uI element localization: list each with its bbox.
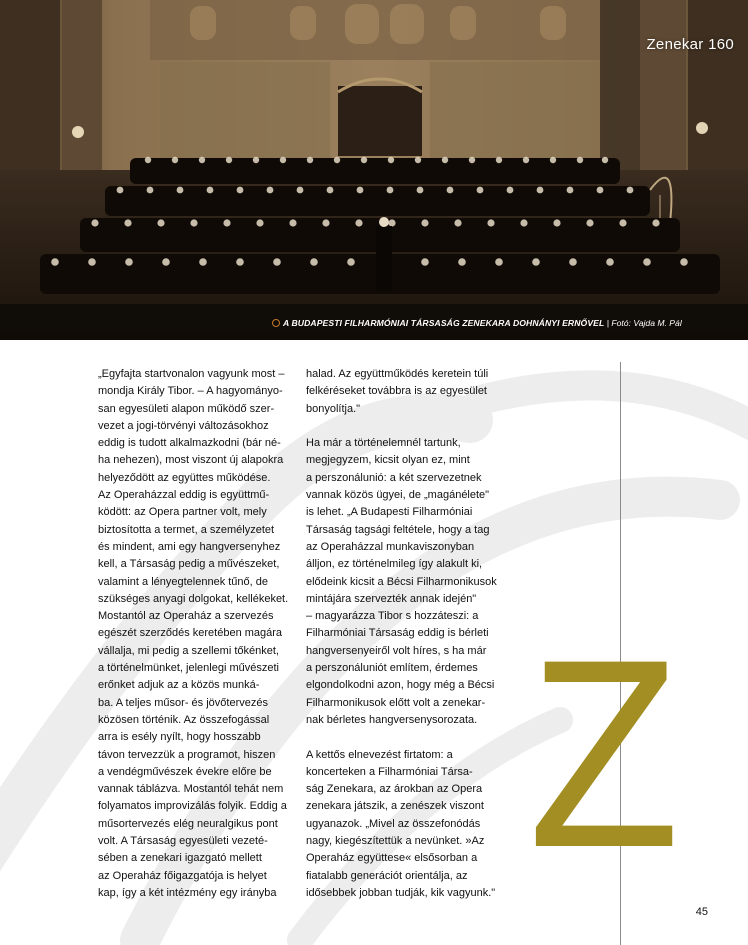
photo-caption [272, 318, 746, 328]
text-line: kell, a Társaság pedig a művészeket, [98, 558, 280, 571]
text-line: távon tervezzük a programot, hiszen [98, 748, 276, 761]
text-line: vannak táblázva. Mostantól tehát nem [98, 783, 284, 796]
text-line: az Operaház főigazgatója is helyet [98, 869, 267, 882]
text-line: folyamatos improvizálás folyik. Eddig a [98, 800, 287, 813]
dropcap-letter [526, 640, 682, 852]
text-line: a perszonáluniót említem, érdemes [306, 662, 478, 675]
text-line: mintájára szervezték annak idején" [306, 592, 477, 605]
text-line: volt. A Társaság egyesületi vezeté- [98, 835, 268, 848]
text-line: szükséges anyagi dolgokat, kellékeket. [98, 592, 289, 605]
text-line: felkéréseket továbbra is az egyesület [306, 385, 487, 398]
page-number: 45 [695, 906, 708, 918]
text-line: ködött: az Opera partner volt, mely [98, 506, 267, 519]
text-line: megjegyzem, kicsit olyan ez, mint [306, 454, 470, 467]
text-line: halad. Az együttműködés keretein túli [306, 368, 489, 380]
text-line: helyeződött az együttes működése. [98, 471, 271, 484]
text-line: hangversenyeiről volt híres, s ha már [306, 644, 487, 657]
text-line: elgondolkodni azon, hogy még a Bécsi [306, 679, 495, 692]
text-line: sében a zenekari igazgató mellett [98, 852, 262, 865]
text-line: Mostantól az Operaház a szervezés [98, 610, 274, 623]
text-line: a történelmünket, jelenlegi művészeti [98, 662, 279, 675]
text-line: san egyesületi alapon működő szer- [98, 402, 275, 415]
orchestra-photo-illustration [0, 0, 748, 340]
text-line: bonyolítja." [306, 402, 361, 415]
text-line: biztosította a termet, a személyzetet [98, 523, 275, 536]
text-line: koncerteken a Filharmóniai Társa- [306, 765, 473, 778]
text-line: „Egyfajta startvonalon vagyunk most – [98, 368, 285, 380]
text-line: műsortervezés elég neuralgikus pont [98, 817, 278, 830]
text-line: Ha már a történelemnél tartunk, [306, 437, 461, 450]
text-line: ság Zenekara, az árokban az Opera [306, 783, 483, 796]
article-paragraph-2 [306, 435, 512, 729]
text-line: vállalja, mi pedig a szellemi tőkénket, [98, 644, 279, 657]
article-paragraph-1 [306, 366, 512, 418]
text-line: elődeink kicsit a Bécsi Filharmonikusok [306, 575, 497, 588]
text-line: – magyarázza Tibor s hozzáteszi: a [306, 610, 479, 623]
caption-main: A BUDAPESTI FILHARMÓNIAI TÁRSASÁG ZENEKARA DOHNÁNYI ERNŐVEL [283, 318, 605, 328]
text-line: mondja Király Tibor. – A hagyományo- [98, 385, 283, 398]
text-line: valamint a lényegtelennek tűnő, de [98, 575, 269, 588]
text-line: nagy, kiegészítettük a nevünket. »Az [306, 835, 485, 848]
section-label: Zenekar 160 [646, 36, 734, 53]
text-line: is lehet. „A Budapesti Filharmóniai [306, 506, 473, 519]
text-line: álljon, ez történelmileg így alakult ki, [306, 558, 483, 571]
text-line: kap, így a két intézmény egy irányba [98, 886, 277, 899]
text-line: ha nehezen), most viszont új alapokra [98, 454, 284, 467]
text-line: zenekara játszik, a zenészek viszont [306, 800, 484, 813]
caption-credit: | Fotó: Vajda M. Pál [606, 318, 682, 328]
text-line: közösen történik. Az összefogással [98, 713, 270, 726]
caption-bullet-icon [272, 319, 280, 327]
text-line: Filharmóniai Társaság eddig is bérleti [306, 627, 489, 640]
text-line: Operaház együttese« elsősorban a [306, 852, 478, 865]
text-line: Társaság tagsági feltétele, hogy a tag [306, 523, 490, 536]
article-column-left [98, 366, 298, 902]
text-line: nak bérletes hangversenysorozata. [306, 713, 478, 726]
text-line: Filharmonikusok előtt volt a zenekar- [306, 696, 486, 709]
text-line: arra is esély nyílt, hogy hosszabb [98, 731, 261, 744]
text-line: erőnket adjuk az a közös munká- [98, 679, 260, 692]
text-line: ba. A teljes műsor- és jövőtervezés [98, 696, 268, 709]
text-line: az Operaházzal munkaviszonyban [306, 540, 475, 553]
text-line: fiatalabb generációt orientálja, az [306, 869, 468, 882]
article-paragraph-3 [306, 747, 512, 903]
text-line: vezet a jogi-törvényi változásokhoz [98, 419, 269, 432]
text-line: A kettős elnevezést firtatom: a [306, 748, 453, 761]
text-line: a vendégművészek évekre előre be [98, 765, 272, 778]
text-line: és mindent, ami egy hangversenyhez [98, 540, 281, 553]
text-line: a perszonálunió: a két szervezetnek [306, 471, 482, 484]
dropcap-glyph: Z [528, 640, 680, 852]
text-line: egészét szerződés keretében magára [98, 627, 283, 640]
text-line: eddig is tudott alkalmazkodni (bár né- [98, 437, 281, 450]
text-line: ugyanazok. „Mivel az összefonódás [306, 817, 481, 830]
orchestra-photo [0, 0, 748, 340]
text-line: Az Operaházzal eddig is együttmű- [98, 489, 270, 502]
article-column-middle [306, 366, 512, 902]
text-line: vannak közös ügyei, de „magánélete" [306, 489, 490, 502]
text-line: idősebbek jobban tudják, kik vagyunk." [306, 886, 496, 899]
